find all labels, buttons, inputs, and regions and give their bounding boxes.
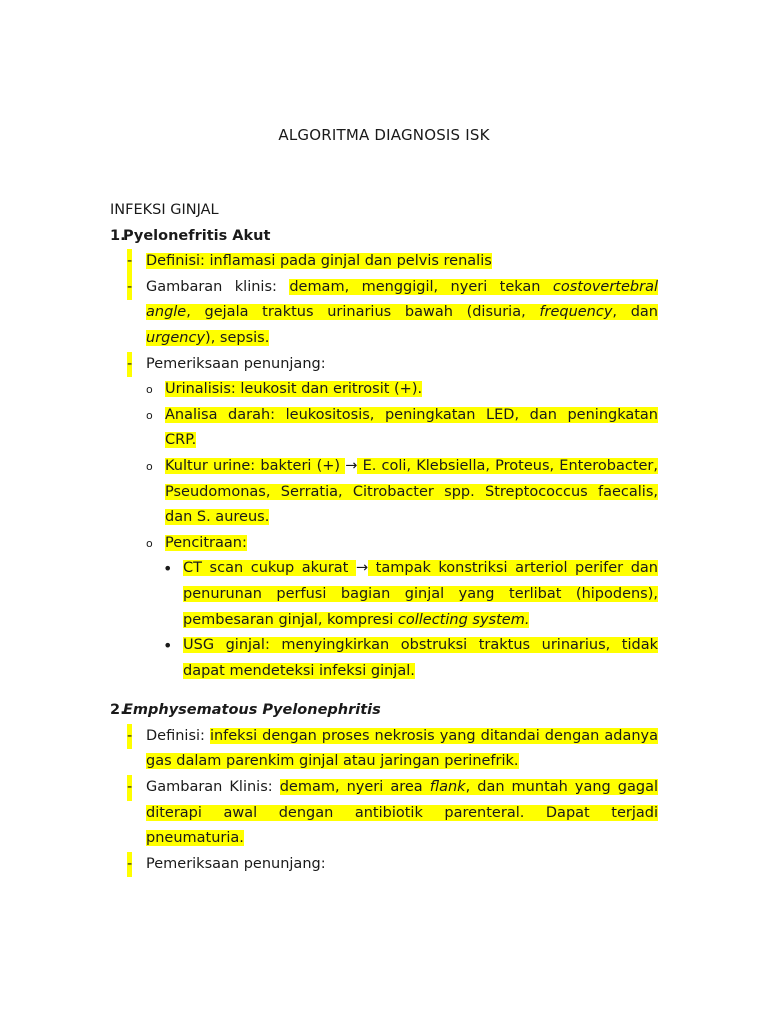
s1-pencitraan-text: Pencitraan: bbox=[165, 534, 247, 551]
s1-ct-item bbox=[110, 556, 658, 633]
s2-klinis-item bbox=[110, 775, 658, 852]
bullet-marker: • bbox=[163, 636, 173, 656]
s2-klinis-label: Gambaran Klinis: bbox=[146, 779, 280, 796]
dash-marker: - bbox=[127, 852, 132, 878]
s2-definisi-text: infeksi dengan proses nekrosis yang ditandai dengan adanya gas dalam parenkim ginjal atau jaringan perinefrik. bbox=[146, 727, 658, 770]
circle-marker: o bbox=[146, 383, 153, 397]
s2-klinis-a: demam, nyeri area bbox=[279, 779, 430, 796]
s1-klinis-g: ), sepsis. bbox=[205, 329, 270, 346]
s2-penunjang-item bbox=[110, 852, 658, 878]
subsection-2-title: Emphysematous Pyelonephritis bbox=[123, 702, 381, 719]
s1-pencitraan-item bbox=[110, 531, 658, 557]
circle-marker: o bbox=[146, 459, 153, 473]
s1-urinalisis-text: Urinalisis: leukosit dan eritrosit (+). bbox=[165, 381, 423, 398]
s1-klinis-e: , dan bbox=[612, 304, 658, 321]
subsection-1-number: 1. bbox=[110, 227, 126, 244]
s2-definisi-label: Definisi: bbox=[146, 727, 210, 744]
s1-klinis-item bbox=[110, 275, 658, 352]
arrow-right-icon: → bbox=[345, 457, 358, 474]
document-title: ALGORITMA DIAGNOSIS ISK bbox=[278, 126, 490, 144]
s1-klinis-b: costovertebral angle bbox=[146, 278, 658, 321]
s1-penunjang-text: Pemeriksaan penunjang: bbox=[146, 355, 326, 372]
circle-marker: o bbox=[146, 536, 153, 550]
s1-definisi-item bbox=[110, 249, 658, 275]
s2-klinis-b: flank bbox=[429, 779, 466, 796]
section-heading: INFEKSI GINJAL bbox=[110, 202, 219, 218]
s1-klinis-label: Gambaran klinis: bbox=[146, 278, 290, 295]
s2-klinis-c: , dan muntah yang gagal diterapi awal dengan antibiotik parenteral. Dapat terjadi pneumaturia. bbox=[146, 779, 658, 847]
dash-marker: - bbox=[127, 249, 132, 275]
dash-marker: - bbox=[127, 775, 132, 801]
s1-ct-b: tampak konstriksi arteriol perifer dan penurunan perfusi bagian ginjal yang terlibat (hipodens), pembesaran ginjal, kompresi bbox=[183, 560, 658, 628]
s1-urinalisis-item bbox=[110, 377, 658, 403]
s1-penunjang-item bbox=[110, 352, 658, 378]
s1-usg-item bbox=[110, 633, 658, 684]
s1-ct-a: CT scan cukup akurat bbox=[183, 560, 356, 577]
subsection-2-number: 2. bbox=[110, 702, 126, 719]
s1-ct-c: collecting system. bbox=[397, 611, 530, 628]
s1-darah-text: Analisa darah: leukositosis, peningkatan LED, dan peningkatan CRP. bbox=[165, 406, 658, 449]
bullet-marker: • bbox=[163, 559, 173, 579]
s1-definisi-text: Definisi: inflamasi pada ginjal dan pelvis renalis bbox=[146, 253, 492, 270]
document-body bbox=[110, 198, 658, 877]
s1-usg-text: USG ginjal: menyingkirkan obstruksi traktus urinarius, tidak dapat mendeteksi infeksi ginjal. bbox=[183, 637, 658, 679]
spacer bbox=[110, 684, 658, 698]
s1-kultur-b: E. coli, Klebsiella, Proteus, Enterobacter, Pseudomonas, Serratia, Citrobacter spp. Streptococcus faecalis, dan S. aureus. bbox=[165, 457, 658, 526]
dash-marker: - bbox=[127, 352, 132, 378]
s2-penunjang-text: Pemeriksaan penunjang: bbox=[146, 855, 326, 872]
s1-kultur-item bbox=[110, 454, 658, 531]
s1-klinis-c: , gejala traktus urinarius bawah (disuria, bbox=[186, 304, 540, 321]
subsection-1-title: Pyelonefritis Akut bbox=[123, 227, 271, 244]
subsection-2-heading bbox=[110, 698, 658, 724]
s1-darah-item bbox=[110, 403, 658, 454]
s1-klinis-d: frequency bbox=[539, 304, 613, 321]
subsection-1-heading bbox=[110, 224, 658, 250]
s1-klinis-f: urgency bbox=[146, 329, 206, 346]
s1-klinis-a: demam, menggigil, nyeri tekan bbox=[289, 278, 553, 295]
s2-definisi-item bbox=[110, 724, 658, 775]
circle-marker: o bbox=[146, 408, 153, 422]
dash-marker: - bbox=[127, 724, 132, 750]
arrow-right-icon: → bbox=[355, 560, 369, 577]
s1-kultur-a: Kultur urine: bakteri (+) bbox=[165, 457, 346, 474]
dash-marker: - bbox=[127, 275, 132, 301]
